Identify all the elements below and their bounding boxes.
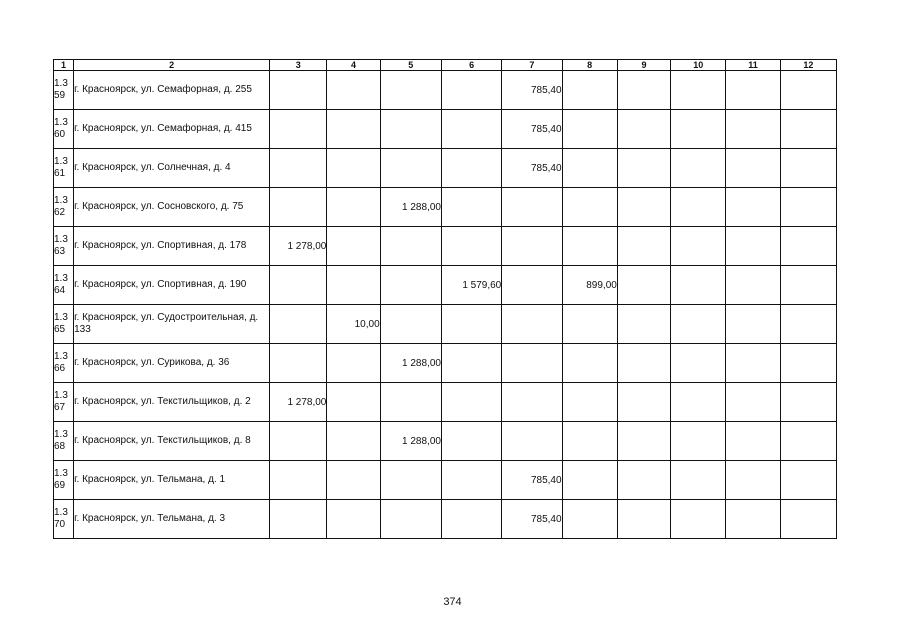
row-number-prefix: 1.3 bbox=[54, 429, 68, 440]
value-cell-col-12 bbox=[780, 71, 836, 110]
row-number-index: 63 bbox=[54, 246, 66, 257]
value-cell-col-9 bbox=[617, 71, 670, 110]
value-cell-col-5 bbox=[380, 71, 441, 110]
value-cell-col-5: 1 288,00 bbox=[380, 188, 441, 227]
row-number-index: 67 bbox=[54, 402, 66, 413]
value-cell-col-3: 1 278,00 bbox=[270, 227, 327, 266]
row-number-prefix: 1.3 bbox=[54, 117, 68, 128]
value-cell-col-10 bbox=[671, 188, 726, 227]
value-cell-col-6 bbox=[441, 383, 501, 422]
row-number-prefix: 1.3 bbox=[54, 273, 68, 284]
value-cell-col-9 bbox=[617, 383, 670, 422]
value-cell-col-11 bbox=[726, 188, 780, 227]
value-cell-col-10 bbox=[671, 71, 726, 110]
row-number-index: 65 bbox=[54, 324, 66, 335]
value-cell-col-12 bbox=[780, 500, 836, 539]
row-number-prefix: 1.3 bbox=[54, 507, 68, 518]
row-number bbox=[54, 149, 74, 188]
value-cell-col-12 bbox=[780, 383, 836, 422]
value-cell-col-12 bbox=[780, 266, 836, 305]
value-cell-col-6 bbox=[441, 305, 501, 344]
row-number-prefix: 1.3 bbox=[54, 312, 68, 323]
address-cell: г. Красноярск, ул. Текстильщиков, д. 8 bbox=[74, 422, 270, 461]
value-cell-col-4 bbox=[327, 227, 380, 266]
value-cell-col-8 bbox=[562, 227, 617, 266]
value-cell-col-8 bbox=[562, 71, 617, 110]
value-cell-col-4 bbox=[327, 149, 380, 188]
row-number bbox=[54, 500, 74, 539]
value-cell-col-9 bbox=[617, 461, 670, 500]
value-cell-col-5 bbox=[380, 383, 441, 422]
row-number bbox=[54, 461, 74, 500]
value-cell-col-10 bbox=[671, 266, 726, 305]
row-number-prefix: 1.3 bbox=[54, 78, 68, 89]
value-cell-col-3 bbox=[270, 110, 327, 149]
value-cell-col-4 bbox=[327, 110, 380, 149]
value-cell-col-10 bbox=[671, 305, 726, 344]
address-cell: г. Красноярск, ул. Тельмана, д. 1 bbox=[74, 461, 270, 500]
value-cell-col-12 bbox=[780, 422, 836, 461]
table-row bbox=[54, 149, 837, 188]
value-cell-col-10 bbox=[671, 422, 726, 461]
value-cell-col-7 bbox=[502, 422, 562, 461]
value-cell-col-8 bbox=[562, 461, 617, 500]
value-cell-col-12 bbox=[780, 305, 836, 344]
table-row bbox=[54, 266, 837, 305]
value-cell-col-4 bbox=[327, 461, 380, 500]
row-number-index: 69 bbox=[54, 480, 66, 491]
value-cell-col-3 bbox=[270, 71, 327, 110]
value-cell-col-11 bbox=[726, 422, 780, 461]
row-number bbox=[54, 305, 74, 344]
value-cell-col-9 bbox=[617, 188, 670, 227]
table-row bbox=[54, 461, 837, 500]
row-number bbox=[54, 71, 74, 110]
row-number-index: 70 bbox=[54, 519, 66, 530]
value-cell-col-5 bbox=[380, 227, 441, 266]
column-header: 6 bbox=[441, 60, 501, 71]
column-header: 12 bbox=[780, 60, 836, 71]
row-number bbox=[54, 110, 74, 149]
table-row bbox=[54, 383, 837, 422]
value-cell-col-10 bbox=[671, 344, 726, 383]
value-cell-col-11 bbox=[726, 149, 780, 188]
table-body bbox=[54, 71, 837, 539]
column-header: 8 bbox=[562, 60, 617, 71]
value-cell-col-6 bbox=[441, 422, 501, 461]
column-header: 5 bbox=[380, 60, 441, 71]
value-cell-col-9 bbox=[617, 110, 670, 149]
value-cell-col-7: 785,40 bbox=[502, 149, 562, 188]
row-number-index: 59 bbox=[54, 90, 66, 101]
value-cell-col-8 bbox=[562, 344, 617, 383]
address-cell: г. Красноярск, ул. Сосновского, д. 75 bbox=[74, 188, 270, 227]
row-number bbox=[54, 227, 74, 266]
data-table bbox=[53, 59, 837, 539]
row-number bbox=[54, 266, 74, 305]
table-row bbox=[54, 422, 837, 461]
row-number bbox=[54, 422, 74, 461]
page-number: 374 bbox=[443, 596, 462, 608]
value-cell-col-11 bbox=[726, 71, 780, 110]
value-cell-col-7 bbox=[502, 305, 562, 344]
row-number-index: 62 bbox=[54, 207, 66, 218]
address-cell: г. Красноярск, ул. Семафорная, д. 255 bbox=[74, 71, 270, 110]
value-cell-col-10 bbox=[671, 110, 726, 149]
value-cell-col-7 bbox=[502, 188, 562, 227]
value-cell-col-12 bbox=[780, 188, 836, 227]
value-cell-col-12 bbox=[780, 110, 836, 149]
value-cell-col-11 bbox=[726, 266, 780, 305]
value-cell-col-10 bbox=[671, 500, 726, 539]
value-cell-col-6 bbox=[441, 71, 501, 110]
row-number-index: 66 bbox=[54, 363, 66, 374]
row-number-prefix: 1.3 bbox=[54, 234, 68, 245]
value-cell-col-5: 1 288,00 bbox=[380, 344, 441, 383]
value-cell-col-3 bbox=[270, 149, 327, 188]
value-cell-col-11 bbox=[726, 305, 780, 344]
value-cell-col-5 bbox=[380, 305, 441, 344]
column-header: 11 bbox=[726, 60, 780, 71]
address-cell: г. Красноярск, ул. Спортивная, д. 190 bbox=[74, 266, 270, 305]
column-header: 10 bbox=[671, 60, 726, 71]
value-cell-col-11 bbox=[726, 344, 780, 383]
value-cell-col-5 bbox=[380, 149, 441, 188]
value-cell-col-9 bbox=[617, 266, 670, 305]
value-cell-col-5 bbox=[380, 461, 441, 500]
column-header: 3 bbox=[270, 60, 327, 71]
row-number-index: 68 bbox=[54, 441, 66, 452]
value-cell-col-4 bbox=[327, 71, 380, 110]
row-number-prefix: 1.3 bbox=[54, 195, 68, 206]
row-number-prefix: 1.3 bbox=[54, 351, 68, 362]
value-cell-col-12 bbox=[780, 344, 836, 383]
address-cell: г. Красноярск, ул. Спортивная, д. 178 bbox=[74, 227, 270, 266]
column-header: 1 bbox=[54, 60, 74, 71]
value-cell-col-9 bbox=[617, 500, 670, 539]
value-cell-col-9 bbox=[617, 149, 670, 188]
value-cell-col-10 bbox=[671, 461, 726, 500]
table-row bbox=[54, 227, 837, 266]
value-cell-col-7 bbox=[502, 266, 562, 305]
value-cell-col-6: 1 579,60 bbox=[441, 266, 501, 305]
table-row bbox=[54, 305, 837, 344]
value-cell-col-6 bbox=[441, 188, 501, 227]
value-cell-col-6 bbox=[441, 227, 501, 266]
value-cell-col-7: 785,40 bbox=[502, 461, 562, 500]
value-cell-col-8 bbox=[562, 110, 617, 149]
value-cell-col-12 bbox=[780, 461, 836, 500]
value-cell-col-5 bbox=[380, 266, 441, 305]
row-number bbox=[54, 344, 74, 383]
value-cell-col-7: 785,40 bbox=[502, 71, 562, 110]
address-cell: г. Красноярск, ул. Сурикова, д. 36 bbox=[74, 344, 270, 383]
value-cell-col-4 bbox=[327, 188, 380, 227]
row-number-index: 64 bbox=[54, 285, 66, 296]
row-number-index: 60 bbox=[54, 129, 66, 140]
table-row bbox=[54, 500, 837, 539]
value-cell-col-7 bbox=[502, 227, 562, 266]
column-header: 9 bbox=[617, 60, 670, 71]
value-cell-col-10 bbox=[671, 149, 726, 188]
value-cell-col-7 bbox=[502, 383, 562, 422]
value-cell-col-11 bbox=[726, 500, 780, 539]
address-cell: г. Красноярск, ул. Текстильщиков, д. 2 bbox=[74, 383, 270, 422]
value-cell-col-11 bbox=[726, 461, 780, 500]
address-cell: г. Красноярск, ул. Судостроительная, д. 133 bbox=[74, 305, 270, 344]
value-cell-col-10 bbox=[671, 383, 726, 422]
value-cell-col-11 bbox=[726, 383, 780, 422]
value-cell-col-10 bbox=[671, 227, 726, 266]
value-cell-col-6 bbox=[441, 344, 501, 383]
value-cell-col-4 bbox=[327, 500, 380, 539]
column-header: 4 bbox=[327, 60, 380, 71]
value-cell-col-3 bbox=[270, 266, 327, 305]
value-cell-col-11 bbox=[726, 110, 780, 149]
value-cell-col-6 bbox=[441, 110, 501, 149]
row-number-prefix: 1.3 bbox=[54, 156, 68, 167]
value-cell-col-4 bbox=[327, 266, 380, 305]
value-cell-col-6 bbox=[441, 461, 501, 500]
value-cell-col-6 bbox=[441, 149, 501, 188]
value-cell-col-12 bbox=[780, 149, 836, 188]
value-cell-col-3 bbox=[270, 500, 327, 539]
value-cell-col-11 bbox=[726, 227, 780, 266]
value-cell-col-8 bbox=[562, 149, 617, 188]
column-header: 7 bbox=[502, 60, 562, 71]
column-header: 2 bbox=[74, 60, 270, 71]
value-cell-col-3: 1 278,00 bbox=[270, 383, 327, 422]
value-cell-col-4 bbox=[327, 344, 380, 383]
value-cell-col-9 bbox=[617, 227, 670, 266]
value-cell-col-7: 785,40 bbox=[502, 500, 562, 539]
value-cell-col-7 bbox=[502, 344, 562, 383]
value-cell-col-4 bbox=[327, 383, 380, 422]
value-cell-col-3 bbox=[270, 344, 327, 383]
row-number bbox=[54, 188, 74, 227]
table-row bbox=[54, 188, 837, 227]
address-cell: г. Красноярск, ул. Семафорная, д. 415 bbox=[74, 110, 270, 149]
header-row bbox=[54, 60, 837, 71]
value-cell-col-8: 899,00 bbox=[562, 266, 617, 305]
value-cell-col-8 bbox=[562, 188, 617, 227]
value-cell-col-4 bbox=[327, 422, 380, 461]
row-number-prefix: 1.3 bbox=[54, 468, 68, 479]
table-row bbox=[54, 110, 837, 149]
address-cell: г. Красноярск, ул. Солнечная, д. 4 bbox=[74, 149, 270, 188]
value-cell-col-5 bbox=[380, 500, 441, 539]
value-cell-col-8 bbox=[562, 500, 617, 539]
value-cell-col-3 bbox=[270, 305, 327, 344]
row-number bbox=[54, 383, 74, 422]
value-cell-col-4: 10,00 bbox=[327, 305, 380, 344]
value-cell-col-8 bbox=[562, 383, 617, 422]
value-cell-col-6 bbox=[441, 500, 501, 539]
value-cell-col-3 bbox=[270, 188, 327, 227]
value-cell-col-3 bbox=[270, 422, 327, 461]
value-cell-col-7: 785,40 bbox=[502, 110, 562, 149]
value-cell-col-9 bbox=[617, 305, 670, 344]
address-cell: г. Красноярск, ул. Тельмана, д. 3 bbox=[74, 500, 270, 539]
value-cell-col-5: 1 288,00 bbox=[380, 422, 441, 461]
value-cell-col-9 bbox=[617, 422, 670, 461]
value-cell-col-5 bbox=[380, 110, 441, 149]
table-row bbox=[54, 344, 837, 383]
value-cell-col-3 bbox=[270, 461, 327, 500]
table-row bbox=[54, 71, 837, 110]
row-number-index: 61 bbox=[54, 168, 66, 179]
value-cell-col-8 bbox=[562, 422, 617, 461]
value-cell-col-8 bbox=[562, 305, 617, 344]
value-cell-col-9 bbox=[617, 344, 670, 383]
value-cell-col-12 bbox=[780, 227, 836, 266]
row-number-prefix: 1.3 bbox=[54, 390, 68, 401]
